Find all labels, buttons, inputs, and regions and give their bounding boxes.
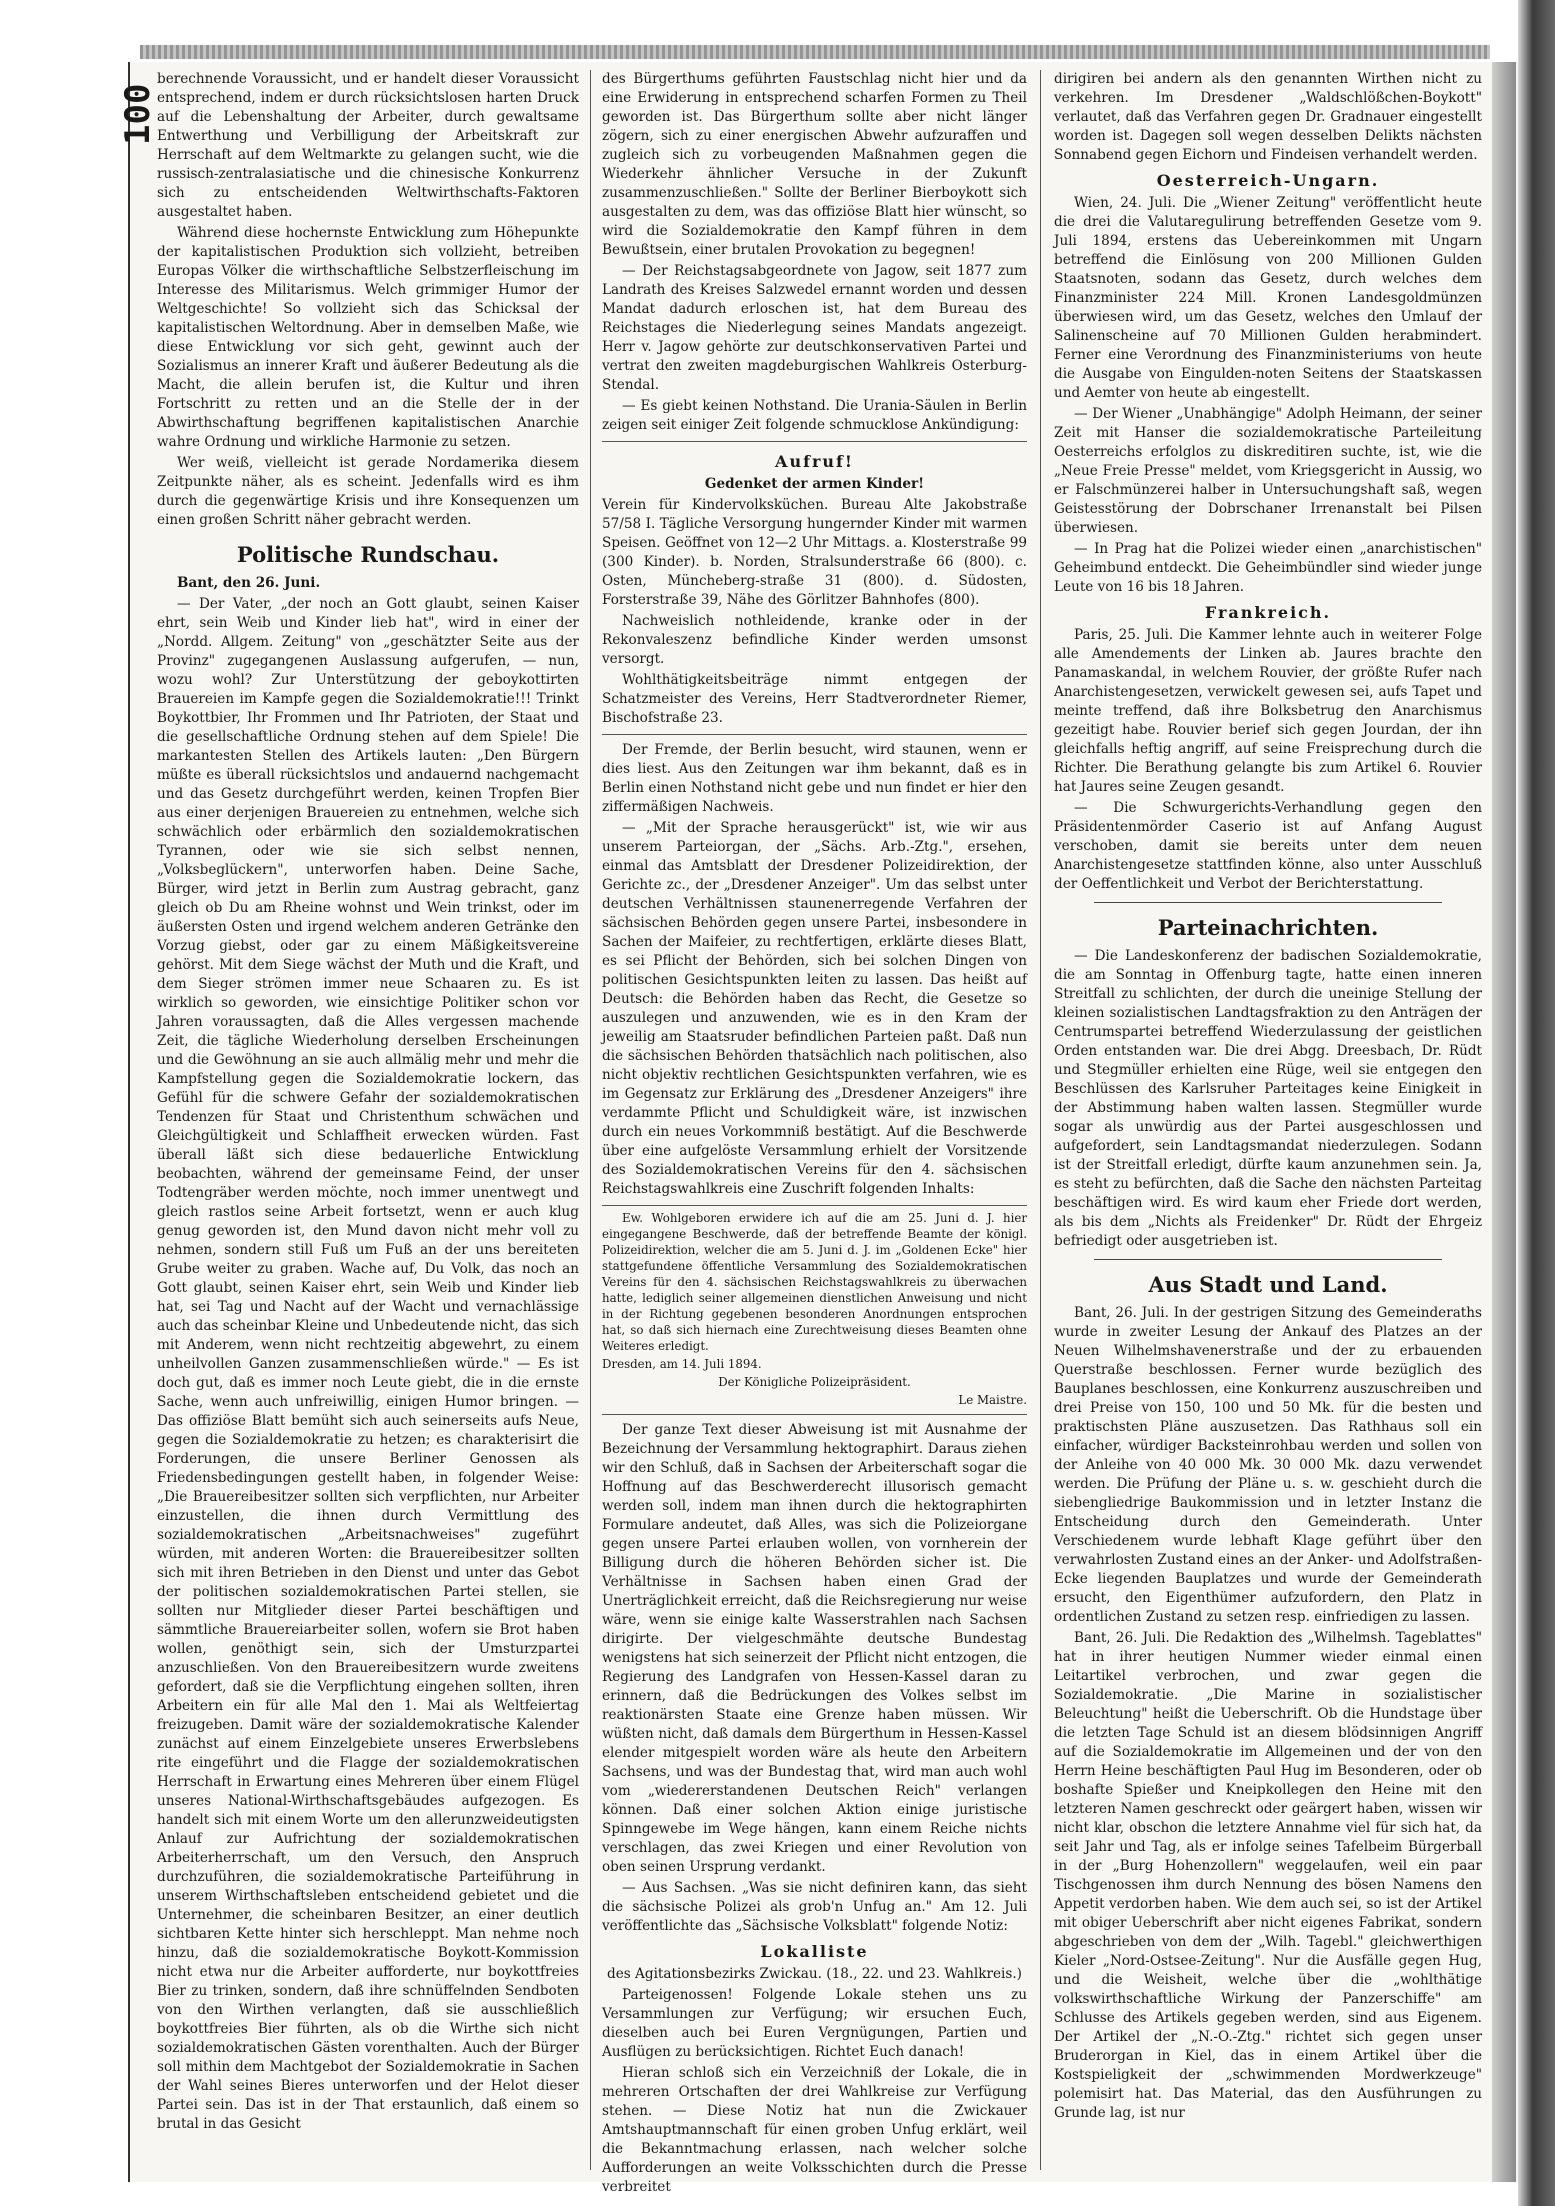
column-2	[602, 70, 1027, 2195]
paragraph: Bant, 26. Juli. In der gestrigen Sitzung des Gemeinderaths wurde in zweiter Lesung der Ankauf des Platzes an der Neuen Wilhelmshavenerstraße und der zu erbauenden Querstraße beschlossen. Ferner wurde bezüglich des Bauplanes beschlossen, eine Konkurrenz auszuschreiben und drei Preise von 150, 100 und 50 Mk. für die besten und praktischsten Pläne auszusetzen. Das Rathhaus soll ein einfacher, würdiger Backsteinrohbau werden und sollen von der Anleihe von 40 000 Mk. 30 000 Mk. dazu verwendet werden. Die Prüfung der Pläne u. s. w. geschieht durch die siebengliedrige Baukommission und in letzter Instanz die Entscheidung durch den Gemeinderath. Unter Verschiedenem wurde lebhaft Klage geführt über den verwahrlosten Zustand eines an der Anker- und Adolfstraßen-Ecke liegenden Bauplatzes und wurde der Gemeinderath ersucht, den Eigenthümer aufzufordern, den Platz in ordentlichen Zustand zu setzen resp. einfriedigen zu lassen.	[1054, 1305, 1482, 1625]
lokalliste-text: Parteigenossen! Folgende Lokale stehen uns zu Versammlungen zur Verfügung; wir ersuchen Euch, dieselben auch bei Euren Vergnügungen, Partien und Ausflügen zu berücksichtigen. Richtet Euch danach!	[602, 1987, 1027, 2060]
subheading-frankreich: Frankreich.	[1204, 603, 1332, 622]
aufruf-notice	[602, 441, 1027, 735]
paragraph: — Die Landeskonferenz der badischen Sozialdemokratie, die am Sonntag in Offenburg tagte, hatte einen inneren Streitfall zu schlichten, der durch die uneinige Stellung der kleinen sozialistischen Landtagsfraktion zu den Anträgen der Centrumspartei betreffend Wiederzulassung der geistlichen Orden entstanden war. Die drei Abgg. Dreesbach, Dr. Rüdt und Stegmüller erhielten eine Rüge, weil sie entgegen den Beschlüssen des Karlsruher Parteitages keine Einigkeit in der Abstimmung haben walten lassen. Stegmüller wurde sogar als unwürdig aus der Partei ausgeschlossen und aufgefordert, sein Landtagsmandat niederzulegen. Sodann ist der Streitfall erledigt, dürfte kaum anzunehmen sein. Ja, es steht zu befürchten, daß die Sache den nächsten Parteitag beschäftigen wird. Es wird kaum eher Friede dort werden, als bis dem „Nichts als Freidenker" Dr. Rüdt der Ehrgeiz befriedigt oder ausgetrieben ist.	[1054, 948, 1482, 1249]
subheading-oesterreich-ungarn: Oesterreich-Ungarn.	[1156, 171, 1380, 190]
column-1	[157, 70, 579, 2170]
letter-signature-title: Der Königliche Polizeipräsident.	[718, 1375, 911, 1389]
page-binding	[1492, 62, 1516, 2182]
top-scan-edge	[140, 45, 1490, 59]
aufruf-title: Aufruf!	[775, 452, 854, 471]
police-letter	[602, 1205, 1027, 1415]
aufruf-text: Verein für Kindervolksküchen. Bureau Alte Jakobstraße 57/58 I. Tägliche Versorgung hungernder Kinder mit warmen Speisen. Geöffnet von 12—2 Uhr Mittags. a. Klosterstraße 99 (300 Kinder). b. Norden, Stralsunderstraße 66 (800). c. Osten, Müncheberg-straße 31 (800). d. Südosten, Forsterstraße 39, Nähe des Görlitzer Bahnhofes (800).	[602, 497, 1027, 608]
column-divider	[590, 70, 591, 2170]
paragraph: Bant, 26. Juli. Die Redaktion des „Wilhelmsh. Tageblattes" hat in ihrer heutigen Nummer wieder einmal einen Leitartikel verbrochen, und zwar gegen die Sozialdemokratie. „Die Marine in sozialistischer Beleuchtung" heißt die Ueberschrift. Ob die Hundstage über die letzten Tage Schuld ist an diesem blödsinnigen Angriff auf die Sozialdemokratie im Allgemeinen und der von den Herrn Heine beschäftigten Paul Hug im Besonderen, oder ob boshafte Spießer und Kneipkollegen den Heine mit den letzteren Namen geschreckt oder geärgert haben, wissen wir nicht klar, obschon die letztere Annahme viel für sich hat, da seit Jahr und Tag, als er infolge seines Tafelbeim Bürgerball in der „Burg Hohenzollern" weggelaufen, weil ein paar Tischgenossen ihm durch Nennung des bösen Namens den Appetit verdorben haben. Wie dem auch sei, so ist der Artikel mit obiger Ueberschrift aber nicht eigenes Fabrikat, sondern abgeschrieben von dem der „Wilh. Tagebl." gleichwerthigen Kieler „Nord-Ostsee-Zeitung". Nur die Ausfälle gegen Hug, und die Weisheit, welche über die „wohlthätige volkswirthschaftliche Wirkung der Panzerschiffe" am Schlusse des Artikels gegeben werden, sind aus Eigenem. Der Artikel der „N.-O.-Ztg." richtet sich gegen unser Bruderorgan in Kiel, das in einem Artikel über die Kostspieligkeit der „schwimmenden Mordwerkzeuge" polemisirt hat. Das Material, das den Ausführungen zu Grunde lag, ist nur	[1054, 1630, 1482, 2121]
aufruf-subtitle: Gedenket der armen Kinder!	[704, 476, 925, 492]
section-heading-parteinachrichten: Parteinachrichten.	[1157, 915, 1379, 940]
letter-signature-name: Le Maistre.	[958, 1393, 1027, 1407]
paragraph: — Der Wiener „Unabhängige" Adolph Heimann, der seiner Zeit mit Hanser die sozialdemokratische Parteileitung Oesterreichs erfolglos zu diskreditiren suchte, ist, wie die „Neue Freie Presse" meldet, vom Kriegsgericht in Aussig, wo er Falschmünzerei halber in Untersuchungshaft saß, wegen Geistesstörung der Dobrschaner Irrenanstalt bei Pilsen überwiesen.	[1054, 406, 1482, 536]
paragraph: — „Mit der Sprache herausgerückt" ist, wie wir aus unserem Parteiorgan, der „Sächs. Arb.-Ztg.", ersehen, einmal das Amtsblatt der Dresdener Polizeidirektion, der Gerichte zc., der „Dresdener Anzeiger". Um das selbst unter deutschen Verhältnissen staunenerregende Verfahren der sächsischen Behörden gegen unsere Partei, insbesondere in Sachen der Maifeier, zu rechtfertigen, erklärte dieses Blatt, es sei Pflicht der Behörden, sich bei solchen Dingen von politischen Gesichtspunkten leiten zu lassen. Das heißt auf Deutsch: die Behörden haben das Recht, die Gesetze so auszulegen und anzuwenden, wie es in den Kram der jeweilig am Staatsruder befindlichen Parteien paßt. Daß nun die sächsischen Behörden thatsächlich nach politischen, also nicht objektiv rechtlichen Gesichtspunkten verfahren, wie es im Gegensatz zur Erklärung des „Dresdener Anzeigers" ihre verdammte Pflicht und Schuldigkeit wäre, ist inzwischen durch ein neues Vorkommniß bestätigt. Auf die Beschwerde über eine aufgelöste Versammlung erhielt der Vorsitzende des Sozialdemokratischen Vereins für den 4. sächsischen Reichstagswahlkreis eine Zuschrift folgenden Inhalts:	[602, 820, 1027, 1197]
section-heading-politische-rundschau: Politische Rundschau.	[236, 542, 500, 567]
paragraph: Paris, 25. Juli. Die Kammer lehnte auch in weiterer Folge alle Amendements der Linken ab. Jaures brachte den Panamaskandal, in welchem Rouvier, der größte Rufer nach Anarchistengesetzen, verwickelt gewesen sei, aufs Tapet und meinte treffend, daß ihre Bolksbetrug den Anarchismus gezeitigt habe. Rouvier berief sich gegen Jourdan, der ihn gleichfalls heftig angriff, auf seine Freisprechung durch die Richter. Die Berathung gelangte bis zum Artikel 6. Rouvier hat Jaures seine Zeugen gesandt.	[1054, 627, 1482, 795]
aufruf-note: Nachweislich nothleidende, kranke oder in der Rekonvaleszenz befindliche Kinder werden umsonst versorgt.	[602, 613, 1027, 667]
paragraph: Wien, 24. Juli. Die „Wiener Zeitung" veröffentlicht heute die drei die Valutaregulirung betreffenden Gesetze vom 9. Juli 1894, erstens das Uebereinkommen mit Ungarn betreffend die Einlösung von 200 Millionen Gulden Staatsnoten, sodann das Gesetz, durch welches dem Finanzminister 224 Mill. Kronen Landesgoldmünzen überwiesen wird, um das Gesetz, welches den Umlauf der Salinenscheine auf 70 Millionen Gulden herabmindert. Ferner eine Verordnung des Finanzministeriums von heute die Ausgabe von Eingulden-noten Seitens der Staatskassen und Aemter von heute ab eingestellt.	[1054, 195, 1482, 401]
paragraph: Der Fremde, der Berlin besucht, wird staunen, wenn er dies liest. Aus den Zeitungen war ihm bekannt, daß es in Berlin einen Nothstand nicht gebe und nun findet er hier den ziffermäßigen Nachweis.	[602, 742, 1027, 815]
paragraph: dirigiren bei andern als den genannten Wirthen nicht zu verkehren. Im Dresdener „Waldschlößchen-Boykott" verlautet, daß das Verfahren gegen Dr. Gradnauer eingestellt worden ist. Dagegen soll wegen desselben Delikts nächsten Sonnabend gegen Eichorn und Findeisen verhandelt werden.	[1054, 71, 1482, 163]
section-rule	[1094, 902, 1442, 903]
aufruf-gifts: Wohlthätigkeitsbeiträge nimmt entgegen der Schatzmeister des Vereins, Herr Stadtverordneter Riemer, Bischofstraße 23.	[602, 672, 1027, 726]
paragraph: — Aus Sachsen. „Was sie nicht definiren kann, das sieht die sächsische Polizei als grob'n Unfug an." Am 12. Juli veröffentlichte das „Sächsische Volksblatt" folgende Notiz:	[602, 1880, 1027, 1934]
lokalliste-subtitle: des Agitationsbezirks Zwickau. (18., 22. und 23. Wahlkreis.)	[607, 1966, 1022, 1982]
paragraph: — In Prag hat die Polizei wieder einen „anarchistischen" Geheimbund entdeckt. Die Geheimbündler sind wieder junge Leute von 16 bis 18 Jahren.	[1054, 541, 1482, 595]
paragraph: — Es giebt keinen Nothstand. Die Urania-Säulen in Berlin zeigen seit einiger Zeit folgende schmucklose Ankündigung:	[602, 398, 1027, 433]
paragraph: — Der Reichstagsabgeordnete von Jagow, seit 1877 zum Landrath des Kreises Salzwedel ernannt worden und dessen Mandat dadurch erloschen ist, hat dem Bureau des Reichstages die Niederlegung seines Mandats angezeigt. Herr v. Jagow gehörte zur deutschkonservativen Partei und vertrat den zweiten magdeburgischen Wahlkreis Osterburg-Stendal.	[602, 263, 1027, 393]
dateline: Bant, den 26. Juni.	[177, 575, 321, 591]
section-rule	[1094, 1259, 1442, 1260]
paragraph: — Der Vater, „der noch an Gott glaubt, seinen Kaiser ehrt, sein Weib und Kinder lieb hat", wird in einer der „Nordd. Allgem. Zeitung" von „geschätzter Seite aus der Provinz" zugegangenen Auslassung aufgerufen, — nun, wozu wohl? Zur Unterstützung der geboykottirten Brauereien im Kampfe gegen die Sozialdemokratie!!! Trinkt Boykottbier, Ihr Frommen und Ihr Patrioten, der Staat und die gesellschaftliche Ordnung stehen auf dem Spiele! Die markantesten Stellen des Artikels lauten: „Den Bürgern müßte es überall rücksichtslos und andauernd nachgemacht und das Gesetz durchgeführt werden, keinen Tropfen Bier aus einer derjenigen Brauereien zu entnehmen, welche sich schwächlich oder erbärmlich den sozialdemokratischen Tyrannen, oder wie sie sich selbst nennen, „Volksbeglückern", unterworfen haben. Deine Sache, Bürger, wird jetzt in Berlin zum Austrag gebracht, ganz gleich ob Du am Rheine wohnst und Wein trinkst, oder im äußersten Osten und irgend welchem anderen Getränke den Vorzug giebst, oder gar zu einem Mäßigkeitsvereine gehörst. Mit dem Siege wächst der Muth und die Kraft, und dem Sieger strömen immer neue Schaaren zu. Es ist wirklich so geworden, wie einsichtige Politiker schon vor Jahren voraussagten, daß die Alles vergessen machende Zeit, die tägliche Wiederholung derselben Erscheinungen und die Gewöhnung an sie auch allmälig mehr und mehr die Kampfstellung gegen die Sozialdemokratie lockern, das Gefühl für die schwere Gefahr der sozialdemokratischen Tendenzen für Staat und Christenthum schwächen und Gleichgültigkeit und Schlaffheit erwecken würden. Fast überall läßt sich diese bedauerliche Entwicklung beobachten, während der gemeinsame Feind, der unser Todtengräber werden möchte, noch immer unentwegt und gleich rastlos seine Arbeit fortsetzt, wenn er auch klug genug geworden ist, den Mund davon nicht mehr voll zu nehmen, sondern still Fuß um Fuß an der uns bereiteten Grube weiter zu graben. Wache auf, Du Volk, das noch an Gott glaubt, seinen Kaiser ehrt, sein Weib und Kinder lieb hat, sei Tag und Nacht auf der Wacht und vernachlässige auch das scheinbar Kleine und Unbedeutende nicht, das sich mit Anderem, wenn nicht rechtzeitig abgewehrt, zu einem unheilvollen Ganzen zusammenschließen würde." — Es ist doch gut, daß es immer noch Leute giebt, die in die ernste Sache, wenn auch unfreiwillig, einigen Humor bringen. — Das offiziöse Blatt bemüht sich auch seinerseits aufs Neue, gegen die Sozialdemokratie zu hetzen; es charakterisirt die Forderungen, die unsere Berliner Genossen als Friedensbedingungen gestellt haben, in folgender Weise: „Die Brauereibesitzer sollten sich verpflichten, nur Arbeiter einzustellen, die ihnen durch Vermittlung des sozialdemokratischen „Arbeitsnachweises" zugeführt würden, mit anderen Worten: die Brauereibesitzer sollten sich mit ihren Betrieben in den Dienst und unter das Gebot der politischen sozialdemokratischen Partei stellen, sie sollten nur Mitglieder dieser Partei beschäftigen und sämmtliche Brauereiarbeiter sollen, wofern sie Brot haben wollen, genöthigt sein, sich der Umsturzpartei anzuschließen. Von den Brauereibesitzern wurde zweitens gefordert, daß sie die Verpflichtung eingehen sollten, ihren Arbeitern ein für alle Mal den 1. Mai als Weltfeiertag freizugeben. Damit wäre der sozialdemokratische Kalender zunächst auf einem Einzelgebiete unseres Erwerbslebens rite eingeführt und die Flagge der sozialdemokratischen Herrschaft in Erwartung eines Mehreren über einem Flügel unseres National-Wirthschaftsgebäudes aufgezogen. Es handelt sich mit einem Worte um den allerunzweideutigsten Anlauf zur Aufrichtung der sozialdemokratischen Arbeiterherrschaft, um den Versuch, den Anspruch durchzuführen, die sozialdemokratische Parteiführung in unserem Wirthschaftsleben entscheidend gebietet und die Unternehmer, die scheinbaren Besitzer, an einer deutlich sichtbaren Kette hinter sich herschleppt. Man nehme noch hinzu, daß die sozialdemokratische Boykott-Kommission nicht etwa nur die Arbeiter aufforderte, nur boykottfreies Bier zu trinken, sondern, daß ihre schnüffelnden Sendboten von den Wirthen verlangten, daß sie ausschließlich boykottfreies Bier führten, als ob die Wirthe sich nicht sozialdemokratischen Gästen vorenthalten. Auch der Bürger soll mithin dem Machtgebot der Sozialdemokratie in Sachen der Wahl seines Bieres unterworfen und der Helot dieser Partei sein. Das ist in der That erstaunlich, daß einem so brutal in das Gesicht	[157, 596, 579, 2132]
paragraph: des Bürgerthums geführten Faustschlag nicht hier und da eine Erwiderung in entsprechend scharfen Formen zu Theil geworden ist. Das Bürgerthum sollte aber nicht länger zögern, sich zu einer energischen Abwehr aufzuraffen und zugleich sich zu vorbeugenden Maßnahmen gegen die Wiederkehr ähnlicher Versuche in der Zukunft zusammenzuschließen." Sollte der Berliner Bierboykott sich ausgestalten zu dem, was das offiziöse Blatt hier wünscht, so wird die Sozialdemokratie den Kampf führen in dem Bewußtsein, einer brutalen Provokation zu begegnen!	[602, 71, 1027, 258]
scan-right-edge	[1518, 0, 1555, 2206]
lokalliste-title: Lokalliste	[760, 1942, 869, 1961]
paragraph: berechnende Voraussicht, und er handelt dieser Voraussicht entsprechend, indem er durch rücksichtslosen harten Druck auf die Lebenshaltung der Arbeiter, durch gewaltsame Entwerthung und Verbilligung der Arbeitskraft zur Herrschaft auf dem Weltmarkte zu gelangen sucht, wie die russisch-zentralasiatische und die chinesische Konkurrenz sich zu entscheidenden Weltwirthschafts-Faktoren ausgestaltet haben.	[157, 71, 579, 220]
section-heading-aus-stadt-und-land: Aus Stadt und Land.	[1148, 1272, 1388, 1297]
paragraph: Der ganze Text dieser Abweisung ist mit Ausnahme der Bezeichnung der Versammlung hektographirt. Daraus ziehen wir den Schluß, daß in Sachsen der Arbeiterschaft sogar die Hoffnung auf das Beschwerderecht illusorisch gemacht werden soll, indem man ihnen durch die hektographirten Formulare andeutet, daß Alles, was sich die Polizeiorgane gegen unsere Partei erlauben wollen, von vornherein der Billigung durch die höheren Behörden sicher ist. Die Verhältnisse in Sachsen haben einen Grad der Unerträglichkeit erreicht, daß die Reichsregierung nur weise wäre, wenn sie einige kalte Wasserstrahlen nach Sachsen dirigirte. Der vielgeschmähte deutsche Bundestag wenigstens hat sich seinerzeit der Pflicht nicht entzogen, die Regierung des Landgrafen von Hessen-Kassel daran zu erinnern, daß die Bedrückungen des Volkes selbst im reaktionärsten Staate eine Grenze haben müssen. Wir wüßten nicht, daß damals dem Bürgerthum in Hessen-Kassel elender mitgespielt worden wäre als heute den Arbeitern Sachsens, und was der Bundestag that, wird man auch wohl vom „wiedererstandenen Deutschen Reich" verlangen können. Daß einer solchen Aktion einige juristische Spinngewebe im Wege hängen, kann einem Reiche nichts verschlagen, das zwei Kriegen und einer Revolution von oben seinen Ursprung verdankt.	[602, 1422, 1027, 1875]
paragraph: Wer weiß, vielleicht ist gerade Nordamerika diesem Zeitpunkte näher, als es scheint. Jedenfalls wird es ihm durch die gegenwärtige Krisis und ihre Konsequenzen um einen großen Schritt näher gebracht werden.	[157, 455, 579, 528]
letter-date: Dresden, am 14. Juli 1894.	[602, 1357, 762, 1371]
paragraph: Hieran schloß sich ein Verzeichniß der Lokale, die in mehreren Ortschaften der drei Wahlkreise zur Verfügung stehen. — Diese Notiz hat nun die Zwickauer Amtshauptmannschaft für einen groben Unfug erklärt, weil die Bekanntmachung erlassen, nach welcher solche Aufforderungen an weite Volksschichten durch die Presse verbreitet	[602, 2065, 1027, 2195]
column-3	[1054, 70, 1482, 2170]
paragraph: — Die Schwurgerichts-Verhandlung gegen den Präsidentenmörder Caserio ist auf Anfang August verschoben, damit sie bereits unter dem neuen Anarchistengesetze stattfinden könne, also unter Ausschluß der Oeffentlichkeit und Verbot der Berichterstattung.	[1054, 800, 1482, 892]
letter-text: Ew. Wohlgeboren erwidere ich auf die am 25. Juni d. J. hier eingegangene Beschwerde, daß der betreffende Beamte der königl. Polizeidirektion, welcher die am 5. Juni d. J. im „Goldenen Ecke" hier stattgefundene öffentliche Versammlung des Sozialdemokratischen Vereins für den 4. sächsischen Reichstagswahlkreis zu überwachen hatte, lediglich seiner allgemeinen dienstlichen Anweisung und nicht in der Richtung gegebenen besonderen Anordnungen entsprochen hat, so daß sich hiernach eine Zurechtweisung dieses Beamten ohne Weiteres erledigt.	[602, 1211, 1027, 1353]
column-divider	[1040, 70, 1041, 2170]
paragraph: Während diese hochernste Entwicklung zum Höhepunkte der kapitalistischen Produktion sich vollzieht, betreiben Europas Völker die wirthschaftliche Selbstzerfleischung im Interesse des Militarismus. Welch grimmiger Humor der Weltgeschichte! So vollzieht sich das Schicksal der kapitalistischen Weltordnung. Aber in demselben Maße, wie diese Entwicklung vor sich geht, gewinnt auch der Sozialismus an innerer Kraft und äußerer Bedeutung als die Macht, die allein berufen ist, die Kultur und ihren Fortschritt zu retten und an die Stelle der in der Abwirthschaftung begriffenen kapitalistischen Anarchie wahre Ordnung und wirkliche Harmonie zu setzen.	[157, 225, 579, 450]
page-number: 100	[118, 83, 158, 145]
